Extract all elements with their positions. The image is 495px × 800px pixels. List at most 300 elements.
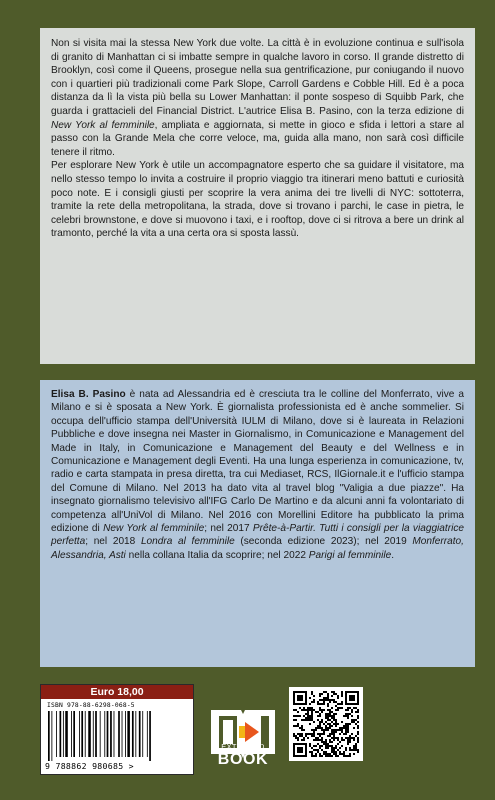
qr-module — [305, 717, 307, 719]
barcode-bar — [122, 711, 123, 757]
barcode-bar — [110, 711, 112, 757]
qr-module — [337, 695, 339, 697]
qr-module — [349, 707, 351, 709]
qr-module — [311, 711, 313, 713]
qr-module — [337, 707, 339, 709]
qr-module — [341, 707, 343, 709]
qr-module — [333, 735, 335, 737]
qr-module — [297, 739, 299, 741]
qr-module — [313, 701, 315, 703]
qr-module — [355, 707, 357, 709]
qr-module — [351, 737, 353, 739]
qr-module — [323, 701, 325, 703]
blurb-text: Non si visita mai la stessa New York due volte. La città è in evoluzione continua e sull'isola di granito di Manhattan ci si imbatte sempre in qualche lavoro in corso. Il grande distretto di Brooklyn, così come il Queens, prosegue nella sua gentrificazione, pur coniugando il nuovo con i quartieri più tradizionali come Park Slope, Carroll Gardens e Cobble Hill. Ed è a poca distanza da lì la vista più bella su Lower Manhattan: il ponte sospeso di Squibb Park, che guarda i grattacieli del Financial District. L'autrice Elisa B. Pasino, con la terza edizione di — [51, 38, 464, 117]
qr-module — [341, 731, 343, 733]
barcode-bar — [147, 711, 148, 757]
barcode-bar — [142, 711, 143, 757]
qr-module — [335, 713, 337, 715]
qr-module — [301, 733, 303, 735]
qr-module — [317, 715, 319, 717]
qr-module — [313, 739, 315, 741]
qr-module — [297, 715, 299, 717]
qr-module — [319, 709, 321, 711]
qr-module — [347, 727, 349, 729]
qr-module — [339, 707, 341, 709]
qr-module — [303, 715, 305, 717]
qr-module — [315, 749, 317, 751]
qr-module — [331, 725, 333, 727]
qr-module — [351, 749, 353, 751]
qr-module — [297, 733, 299, 735]
qr-module — [321, 703, 323, 705]
qr-module — [349, 723, 351, 725]
qr-module — [323, 709, 325, 711]
qr-module — [353, 749, 355, 751]
qr-module — [347, 755, 349, 757]
qr-module — [333, 751, 335, 753]
qr-module — [309, 719, 311, 721]
qr-module — [343, 725, 345, 727]
qr-module — [301, 727, 303, 729]
qr-module — [321, 721, 323, 723]
qr-finder — [293, 755, 307, 757]
qr-module — [353, 721, 355, 723]
qr-module — [333, 733, 335, 735]
qr-module — [319, 723, 321, 725]
qr-module — [309, 703, 311, 705]
qr-module — [299, 715, 301, 717]
qr-module — [303, 719, 305, 721]
qr-module — [327, 719, 329, 721]
qr-module — [337, 703, 339, 705]
qr-module — [333, 723, 335, 725]
qr-module — [321, 741, 323, 743]
qr-module — [317, 711, 319, 713]
qr-module — [325, 713, 327, 715]
qr-module — [323, 743, 325, 745]
qr-module — [355, 743, 357, 745]
qr-module — [339, 753, 341, 755]
qr-module — [341, 701, 343, 703]
qr-module — [299, 733, 301, 735]
qr-module — [351, 709, 353, 711]
qr-module — [351, 733, 353, 735]
qr-module — [343, 733, 345, 735]
barcode-bar — [135, 711, 136, 757]
qr-module — [341, 729, 343, 731]
qr-finder — [297, 747, 303, 753]
qr-module — [327, 697, 329, 699]
qr-module — [329, 713, 331, 715]
qr-module — [311, 747, 313, 749]
qr-module — [347, 741, 349, 743]
qr-module — [327, 743, 329, 745]
qr-module — [321, 719, 323, 721]
qr-module — [329, 709, 331, 711]
qr-module — [347, 713, 349, 715]
qr-module — [303, 737, 305, 739]
qr-module — [357, 721, 359, 723]
qr-module — [315, 737, 317, 739]
qr-module — [295, 725, 297, 727]
qr-module — [311, 729, 313, 731]
qr-finder — [345, 691, 347, 705]
qr-module — [325, 753, 327, 755]
qr-module — [335, 693, 337, 695]
qr-module — [317, 727, 319, 729]
qr-module — [317, 701, 319, 703]
qr-module — [317, 749, 319, 751]
qr-module — [327, 727, 329, 729]
qr-module — [341, 745, 343, 747]
bio-book-title: New York al femminile — [103, 523, 205, 535]
qr-module — [341, 721, 343, 723]
qr-module — [309, 745, 311, 747]
qr-module — [323, 753, 325, 755]
qr-module — [331, 755, 333, 757]
qr-module — [331, 699, 333, 701]
qr-module — [305, 733, 307, 735]
qr-module — [293, 733, 295, 735]
qr-module — [345, 727, 347, 729]
qr-module — [353, 745, 355, 747]
qr-code-box[interactable] — [289, 687, 363, 761]
qr-module — [307, 711, 309, 713]
qr-module — [313, 695, 315, 697]
qr-module — [331, 745, 333, 747]
qr-module — [353, 753, 355, 755]
blurb-paragraph-1 — [51, 37, 464, 159]
qr-module — [319, 695, 321, 697]
qr-module — [331, 721, 333, 723]
qr-module — [313, 729, 315, 731]
qr-module — [331, 751, 333, 753]
blurb-paragraph-2: Per esplorare New York è utile un accompagnatore esperto che sa guidare il visitatore, ma nello stesso tempo lo invita a costruire il proprio viaggio tra itinerari meno battuti e curiosità poco note. E i consigli giusti per scoprire la vera anima dei tre livelli di NYC: sottoterra, tramite la rete della metropolitana, la strada, dove si trovano i parchi, le case in pietra, le celebri brownstone, e dove si muovono i taxi, e i rooftop, dove ci si ritrova a bere un drink al tramonto, perché la vita a una certa ora si sposta lassù. — [51, 160, 464, 240]
qr-module — [319, 733, 321, 735]
qr-module — [307, 719, 309, 721]
barcode-bar — [127, 711, 130, 757]
qr-module — [343, 727, 345, 729]
qr-module — [319, 747, 321, 749]
qr-module — [315, 753, 317, 755]
qr-module — [321, 709, 323, 711]
qr-module — [341, 727, 343, 729]
qr-module — [335, 737, 337, 739]
qr-module — [311, 753, 313, 755]
qr-module — [307, 715, 309, 717]
qr-module — [319, 745, 321, 747]
bio-text: ; nel 2017 — [204, 523, 253, 535]
qr-module — [339, 733, 341, 735]
qr-module — [321, 755, 323, 757]
qr-module — [349, 749, 351, 751]
qr-module — [329, 725, 331, 727]
qr-module — [349, 713, 351, 715]
qr-module — [357, 717, 359, 719]
qr-module — [333, 747, 335, 749]
qr-module — [297, 711, 299, 713]
logo-line-book: BOOK — [217, 751, 269, 768]
bio-book-title: Monferrato, Alessandria, Asti — [51, 536, 464, 561]
qr-module — [331, 695, 333, 697]
qr-module — [333, 749, 335, 751]
qr-module — [343, 753, 345, 755]
qr-module — [327, 703, 329, 705]
qr-module — [341, 753, 343, 755]
qr-module — [347, 731, 349, 733]
qr-module — [309, 709, 311, 711]
qr-module — [331, 729, 333, 731]
qr-module — [329, 755, 331, 757]
qr-module — [331, 733, 333, 735]
qr-module — [325, 715, 327, 717]
qr-module — [329, 745, 331, 747]
qr-module — [309, 715, 311, 717]
qr-module — [345, 713, 347, 715]
qr-finder — [349, 695, 355, 701]
qr-module — [345, 725, 347, 727]
qr-module — [307, 713, 309, 715]
qr-module — [353, 747, 355, 749]
qr-module — [335, 755, 337, 757]
barcode-bar — [107, 711, 109, 757]
ean-digits: 9 788862 980685 > — [45, 761, 134, 771]
qr-module — [311, 715, 313, 717]
barcode-bar — [48, 711, 50, 761]
qr-module — [331, 707, 333, 709]
qr-module — [293, 725, 295, 727]
barcode-bar — [65, 711, 68, 757]
qr-module — [323, 733, 325, 735]
qr-module — [319, 715, 321, 717]
qr-module — [325, 691, 327, 693]
qr-module — [311, 755, 313, 757]
qr-module — [331, 715, 333, 717]
qr-module — [323, 741, 325, 743]
qr-module — [321, 711, 323, 713]
qr-module — [329, 723, 331, 725]
barcode-bar — [149, 711, 151, 761]
qr-module — [345, 715, 347, 717]
qr-module — [357, 741, 359, 743]
barcode-bar — [79, 711, 80, 757]
qr-module — [319, 707, 321, 709]
qr-module — [349, 747, 351, 749]
qr-module — [335, 751, 337, 753]
qr-module — [327, 747, 329, 749]
qr-module — [323, 703, 325, 705]
qr-module — [303, 729, 305, 731]
barcode-bar — [73, 711, 75, 757]
qr-module — [351, 711, 353, 713]
qr-module — [301, 719, 303, 721]
qr-module — [313, 699, 315, 701]
qr-module — [357, 709, 359, 711]
qr-module — [323, 751, 325, 753]
qr-module — [305, 709, 307, 711]
qr-module — [349, 741, 351, 743]
qr-module — [327, 717, 329, 719]
qr-module — [329, 739, 331, 741]
bio-book-title: Londra al femminile — [140, 536, 235, 548]
qr-module — [311, 735, 313, 737]
qr-module — [355, 745, 357, 747]
qr-finder — [305, 691, 307, 705]
qr-module — [335, 705, 337, 707]
qr-module — [353, 737, 355, 739]
qr-module — [315, 727, 317, 729]
qr-module — [325, 747, 327, 749]
barcode-bar — [125, 711, 126, 757]
qr-module — [349, 739, 351, 741]
qr-finder — [297, 695, 303, 701]
qr-module — [333, 729, 335, 731]
qr-module — [353, 739, 355, 741]
qr-module — [327, 713, 329, 715]
qr-module — [343, 715, 345, 717]
bio-text: nella collana Italia da scoprire; nel 2022 — [125, 549, 309, 561]
qr-module — [357, 715, 359, 717]
qr-module — [327, 709, 329, 711]
qr-module — [307, 733, 309, 735]
qr-module — [317, 739, 319, 741]
qr-module — [347, 717, 349, 719]
qr-module — [323, 731, 325, 733]
qr-finder — [293, 703, 307, 705]
qr-module — [319, 725, 321, 727]
barcode-bar — [100, 711, 101, 757]
qr-module — [349, 735, 351, 737]
barcode-bar — [93, 711, 94, 757]
qr-module — [331, 737, 333, 739]
qr-module — [301, 739, 303, 741]
barcode-bar — [63, 711, 64, 757]
qr-module — [339, 741, 341, 743]
qr-module — [335, 723, 337, 725]
qr-module — [335, 753, 337, 755]
qr-module — [329, 735, 331, 737]
qr-module — [341, 693, 343, 695]
qr-module — [327, 735, 329, 737]
barcode-bar — [139, 711, 141, 757]
qr-module — [341, 691, 343, 693]
qr-module — [345, 723, 347, 725]
qr-module — [357, 737, 359, 739]
qr-module — [331, 731, 333, 733]
qr-module — [315, 739, 317, 741]
qr-module — [339, 703, 341, 705]
qr-module — [345, 733, 347, 735]
qr-module — [325, 729, 327, 731]
qr-finder — [293, 743, 307, 745]
qr-module — [349, 753, 351, 755]
qr-module — [301, 735, 303, 737]
qr-module — [353, 727, 355, 729]
bio-book-title: Prête-à-Partir. Tutti i consigli per la viaggiatrice perfetta — [51, 523, 464, 548]
barcode-bar — [118, 711, 120, 757]
qr-module — [335, 719, 337, 721]
qr-module — [329, 715, 331, 717]
qr-module — [327, 755, 329, 757]
qr-module — [311, 713, 313, 715]
qr-module — [357, 731, 359, 733]
qr-module — [331, 711, 333, 713]
qr-module — [311, 701, 313, 703]
qr-module — [339, 751, 341, 753]
price-label: Euro 18,00 — [41, 685, 193, 699]
qr-module — [327, 715, 329, 717]
qr-module — [329, 727, 331, 729]
barcode-bar — [71, 711, 72, 757]
barcode-icon — [47, 711, 189, 761]
qr-module — [301, 729, 303, 731]
qr-module — [355, 749, 357, 751]
qr-module — [317, 725, 319, 727]
qr-module — [299, 735, 301, 737]
bio-book-title: Parigi al femminile — [308, 549, 392, 561]
bio-text: è nata ad Alessandria ed è cresciuta tra le colline del Monferrato, vive a Milano e si è sposata a New York. È giornalista professionista ed è anche sommelier. Si occupa dell'ufficio stampa dell'Università IULM di Milano, dove si è laureata in Relazioni Pubbliche e dove insegna nei Master in Giornalismo, in Comunicazione e Management del Made in Italy, in Comunicazione e Management del Beauty e del Wellness e in Comunicazione e Management degli Eventi. Ha una lunga esperienza in comunicazione, tv, radio e carta stampata in presa diretta, tra cui Mediaset, RCS, IlGiornale.it e l'ufficio stampa del Comune di Milano. Nel 2013 ha dato vita al travel blog "Valigia a due piazze". Ha insegnato giornalismo televisivo all'IFG Carlo De Martino e da alcuni anni fa volontariato di competenza all'UniVol di Milano. Nel 2016 con Morellini Editore ha pubblicato la prima edizione di — [51, 389, 464, 535]
qr-module — [355, 723, 357, 725]
qr-module — [315, 729, 317, 731]
qr-module — [335, 745, 337, 747]
qr-module — [319, 727, 321, 729]
qr-module — [297, 723, 299, 725]
qr-module — [293, 735, 295, 737]
qr-module — [357, 727, 359, 729]
qr-module — [331, 717, 333, 719]
qr-module — [335, 709, 337, 711]
qr-module — [311, 717, 313, 719]
qr-module — [313, 735, 315, 737]
barcode-bar — [114, 711, 115, 757]
qr-module — [327, 695, 329, 697]
qr-module — [319, 699, 321, 701]
qr-module — [325, 725, 327, 727]
qr-module — [327, 723, 329, 725]
qr-module — [319, 739, 321, 741]
barcode-box — [40, 684, 194, 775]
qr-module — [325, 717, 327, 719]
author-bio-panel — [40, 380, 475, 667]
qr-module — [357, 739, 359, 741]
isbn-text: ISBN 978-88-6298-068-5 — [47, 702, 135, 709]
qr-finder — [357, 691, 359, 705]
qr-module — [297, 737, 299, 739]
qr-module — [329, 701, 331, 703]
qr-module — [319, 721, 321, 723]
qr-module — [333, 693, 335, 695]
qr-module — [351, 721, 353, 723]
qr-module — [329, 741, 331, 743]
qr-module — [319, 693, 321, 695]
qr-module — [303, 707, 305, 709]
qr-finder — [345, 691, 359, 693]
qr-module — [299, 707, 301, 709]
qr-module — [357, 751, 359, 753]
qr-module — [333, 713, 335, 715]
qr-module — [313, 749, 315, 751]
qr-module — [323, 729, 325, 731]
logo-line-extended: EXTENDED — [221, 742, 265, 751]
qr-module — [343, 739, 345, 741]
qr-module — [301, 725, 303, 727]
qr-finder — [293, 743, 295, 757]
qr-module — [309, 723, 311, 725]
qr-module — [313, 721, 315, 723]
qr-module — [301, 709, 303, 711]
qr-module — [311, 707, 313, 709]
qr-module — [313, 709, 315, 711]
